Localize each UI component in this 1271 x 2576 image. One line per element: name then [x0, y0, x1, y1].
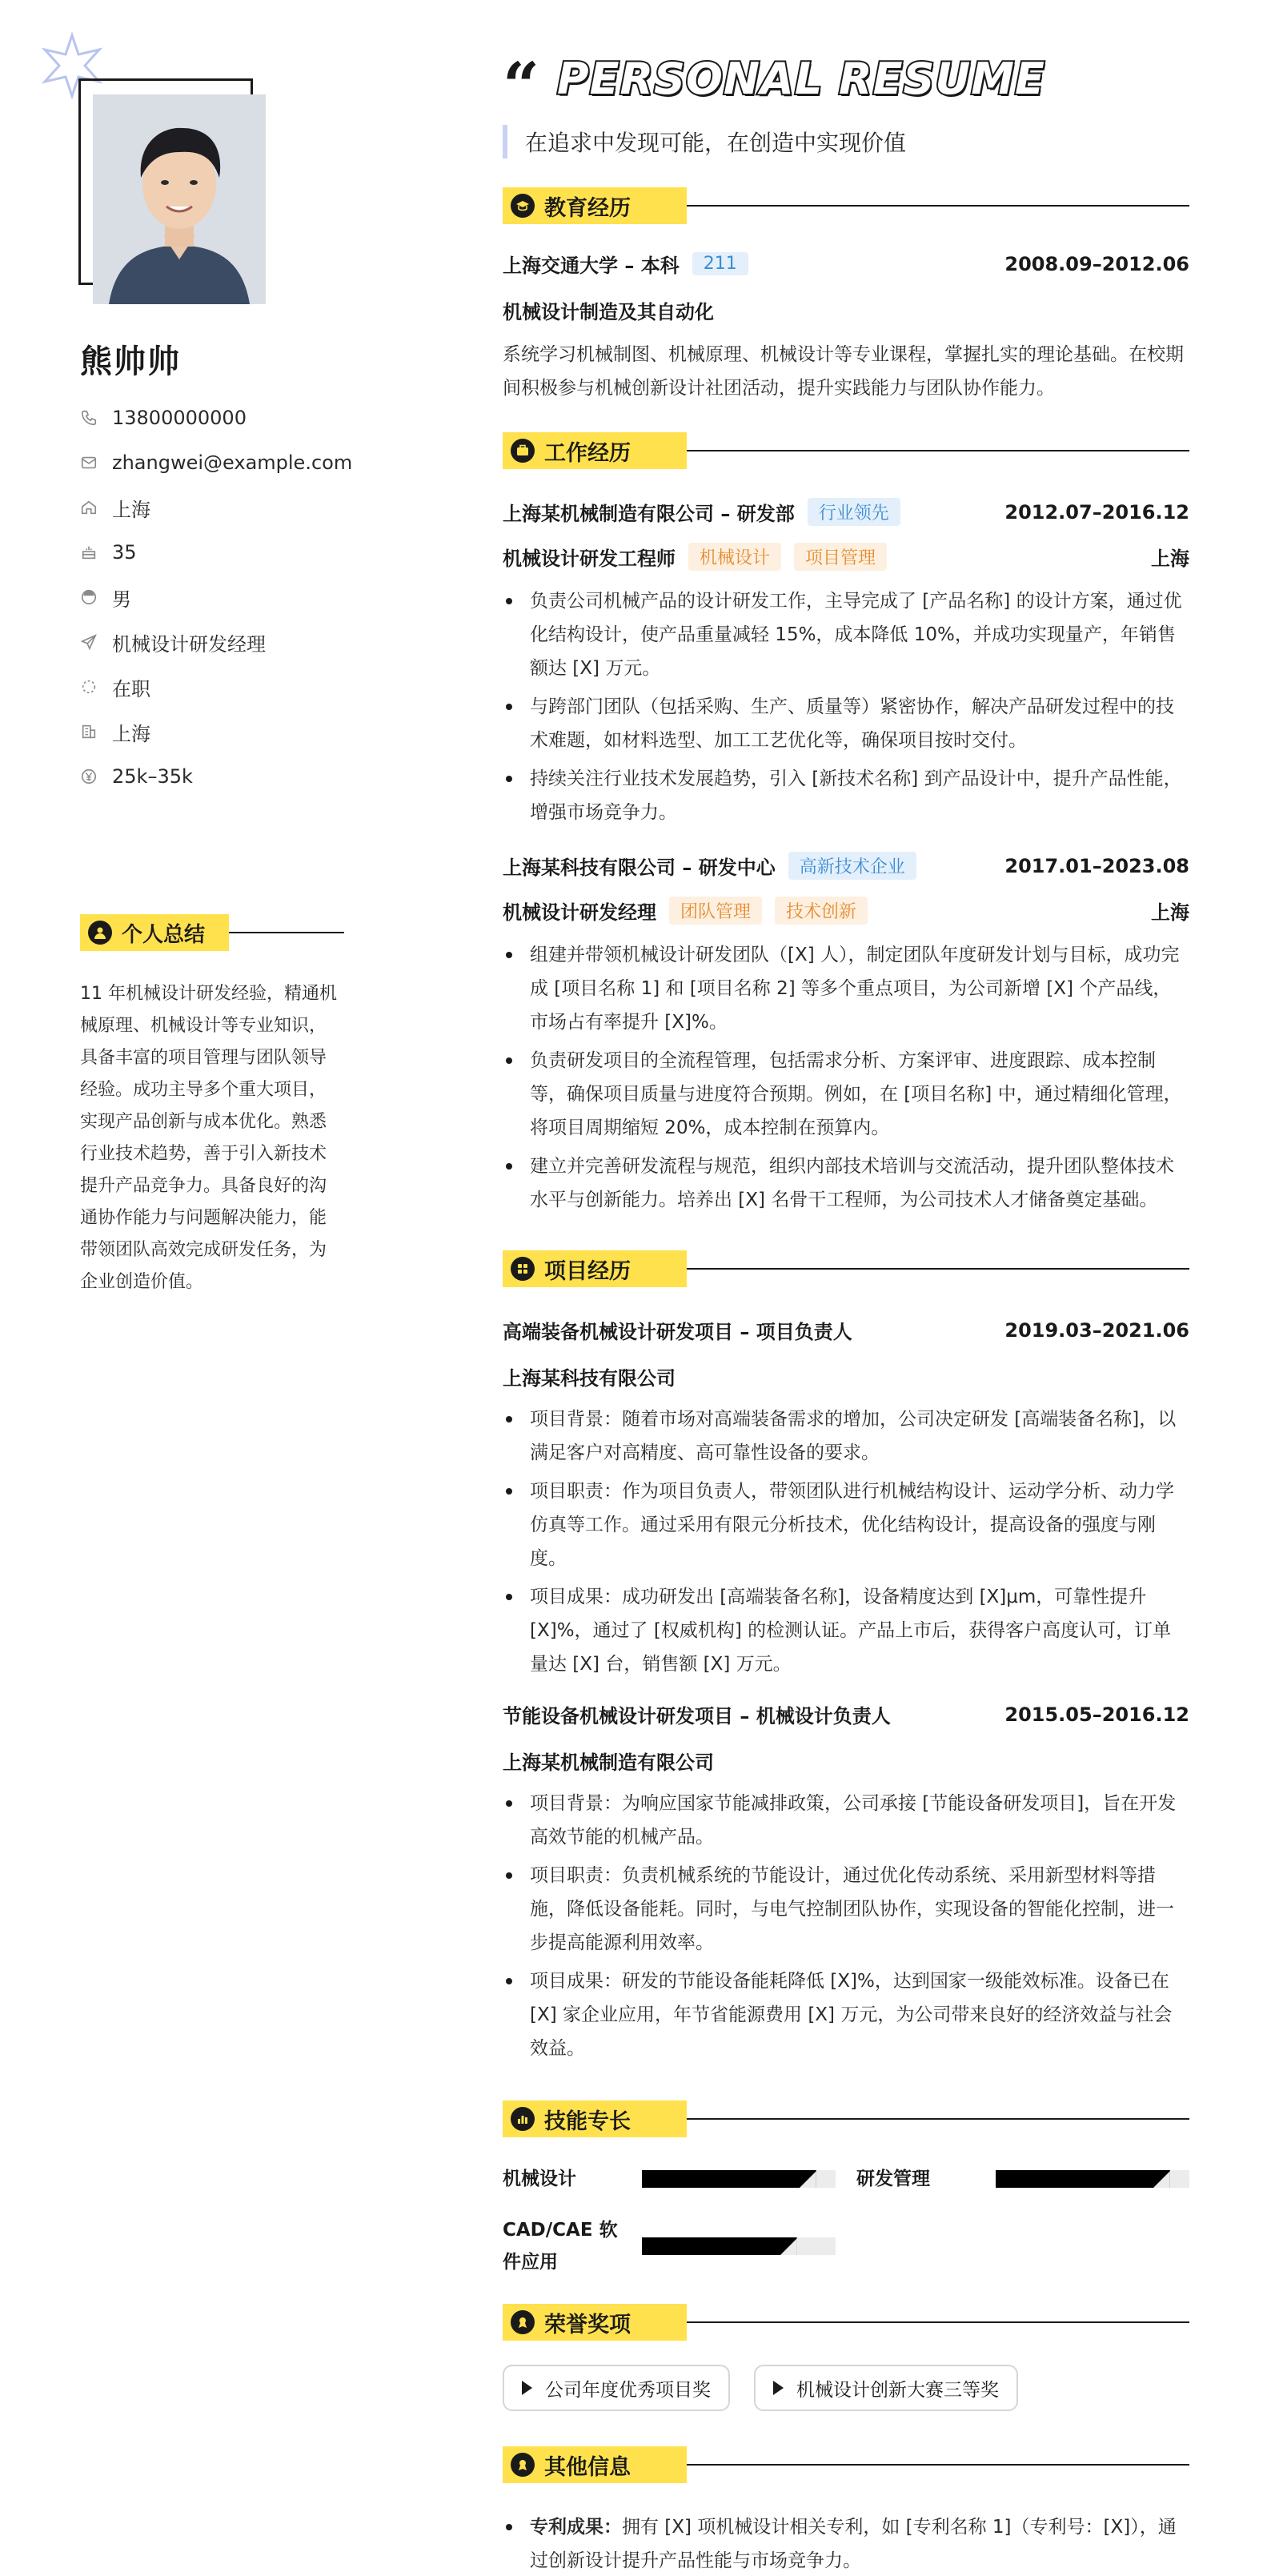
info-email — [80, 440, 352, 485]
job-1-city: 上海 — [1151, 548, 1189, 570]
job-2-tag: 团队管理 — [669, 897, 762, 925]
play-triangle-icon — [522, 2381, 532, 2395]
job-2-position: 机械设计研发经理 — [503, 901, 656, 924]
list-item: 负责公司机械产品的设计研发工作，主导完成了 [产品名称] 的设计方案，通过优化结构设计，使产品重量减轻 15%，成本降低 10%，并成功实现量产，年销售额达 [X] 万元。 — [503, 584, 1189, 685]
school-name: 上海交通大学 – 本科 — [503, 255, 680, 277]
briefcase-icon — [511, 439, 535, 463]
job-1-header — [503, 498, 1189, 526]
education-date: 2008.09–2012.06 — [1004, 252, 1189, 275]
info-gender — [80, 575, 352, 620]
education-pill — [503, 187, 687, 224]
home-icon — [80, 499, 98, 516]
skill-item — [503, 2163, 839, 2195]
skills-section-header — [503, 2101, 1189, 2137]
user-circle-icon — [88, 921, 112, 945]
project-title: 项目经历 — [544, 1258, 631, 1284]
divider-line — [687, 2321, 1189, 2323]
list-item: 项目成果：研发的节能设备能耗降低 [X]%，达到国家一级能效标准。设备已在 [X] 家企业应用，年节省能源费用 [X] 万元，为公司带来良好的经济效益与社会效益。 — [503, 1964, 1189, 2065]
other-text: 拥有 [X] 项机械设计相关专利，如 [专利名称 1]（专利号：[X]），通过创新设计提升产品性能与市场竞争力。 — [530, 2517, 1177, 2571]
job-2-tag: 技术创新 — [775, 897, 868, 925]
award-text: 公司年度优秀项目奖 — [545, 2379, 711, 2401]
age-text: 35 — [112, 541, 137, 564]
sidebar — [0, 0, 376, 2576]
job-2-company-tag: 高新技术企业 — [788, 852, 916, 880]
project-section-header — [503, 1250, 1189, 1287]
other-section-header — [503, 2446, 1189, 2483]
education-desc: 系统学习机械制图、机械原理、机械设计等专业课程，掌握扎实的理论基础。在校期间积极参与机械创新设计社团活动，提升实践能力与团队协作能力。 — [503, 344, 1184, 399]
skill-bar — [996, 2170, 1189, 2188]
salary-text: 25k–35k — [112, 765, 193, 788]
awards-section-header — [503, 2304, 1189, 2341]
skill-fill — [642, 2170, 816, 2188]
info-phone — [80, 395, 352, 440]
list-item: 与跨部门团队（包括采购、生产、质量等）紧密协作，解决产品研发过程中的技术难题，如材料选型、加工工艺优化等，确保项目按时交付。 — [503, 690, 1189, 757]
other-pill — [503, 2446, 687, 2483]
chart-icon — [511, 2107, 535, 2131]
job-2-company: 上海某科技有限公司 – 研发中心 — [503, 857, 776, 879]
email-text: zhangwei@example.com — [112, 451, 353, 474]
skill-name: 研发管理 — [856, 2169, 930, 2189]
skill-name: 机械设计 — [503, 2169, 576, 2189]
list-item: 项目背景：为响应国家节能减排政策，公司承接 [节能设备研发项目]，旨在开发高效节能的机械产品。 — [503, 1787, 1189, 1854]
project-1-date: 2019.03–2021.06 — [1004, 1318, 1189, 1342]
awards-pill — [503, 2304, 687, 2341]
divider-line — [687, 2118, 1189, 2120]
resume-title: PERSONAL RESUME — [557, 53, 1045, 104]
skill-name: CAD/CAE 软件应用 — [503, 2220, 618, 2273]
project-2-date: 2015.05–2016.12 — [1004, 1703, 1189, 1726]
work-section-header — [503, 432, 1189, 469]
list-item: 组建并带领机械设计研发团队（[X] 人），制定团队年度研发计划与目标，成功完成 [项目名称 1] 和 [项目名称 2] 等多个重点项目，为公司新增 [X] 个产品线，市场占有率提升 [X]%。 — [503, 938, 1189, 1039]
graduation-cap-icon — [511, 194, 535, 218]
awards-title: 荣誉奖项 — [544, 2312, 631, 2337]
divider-line — [687, 450, 1189, 451]
candidate-name: 熊帅帅 — [80, 343, 181, 380]
job-2-city: 上海 — [1151, 901, 1189, 924]
summary-title: 个人总结 — [122, 922, 206, 947]
summary-text: 11 年机械设计研发经验，精通机械原理、机械设计等专业知识，具备丰富的项目管理与团队领导经验。成功主导多个重大项目，实现产品创新与成本优化。熟悉行业技术趋势，善于引入新技术提升产品竞争力。具备良好的沟通协作能力与问题解决能力，能带领团队高效完成研发任务，为企业创造价值。 — [80, 984, 337, 1292]
job-1-bullets — [503, 584, 1189, 834]
education-section-header — [503, 187, 1189, 224]
job-2-position-row — [503, 897, 1189, 925]
gender-text: 男 — [112, 588, 131, 611]
project-1-header — [503, 1316, 1189, 1344]
slogan: 在追求中发现可能，在创造中实现价值 — [503, 125, 906, 158]
phone-icon — [80, 409, 98, 427]
yuan-coin-icon — [80, 768, 98, 785]
job-1-position: 机械设计研发工程师 — [503, 548, 676, 570]
job-2-date: 2017.01–2023.08 — [1004, 854, 1189, 877]
person-icon — [80, 588, 98, 606]
project-2-header — [503, 1700, 1189, 1728]
award-badge — [754, 2365, 1018, 2411]
work-title: 工作经历 — [544, 440, 631, 466]
skill-item — [503, 2214, 839, 2278]
divider-line — [229, 932, 344, 933]
divider-line — [687, 2464, 1189, 2466]
job-2-header — [503, 852, 1189, 880]
info-salary — [80, 754, 352, 799]
grid-icon — [511, 1257, 535, 1281]
divider-line — [687, 1268, 1189, 1270]
list-item — [503, 2510, 1189, 2576]
other-label: 专利成果： — [530, 2517, 622, 2538]
list-item: 持续关注行业技术发展趋势，引入 [新技术名称] 到产品设计中，提升产品性能，增强市场竞争力。 — [503, 762, 1189, 829]
project-1-bullets — [503, 1402, 1189, 1686]
award-icon — [511, 2453, 535, 2477]
project-pill — [503, 1250, 687, 1287]
project-1-company: 上海某科技有限公司 — [503, 1367, 676, 1390]
project-2-name: 节能设备机械设计研发项目 – 机械设计负责人 — [503, 1705, 891, 1727]
list-item: 建立并完善研发流程与规范，组织内部技术培训与交流活动，提升团队整体技术水平与创新能力。培养出 [X] 名骨干工程师，为公司技术人才储备奠定基础。 — [503, 1150, 1189, 1217]
info-status — [80, 664, 352, 709]
quote-mark: “ — [503, 48, 540, 123]
target-city-text: 上海 — [112, 722, 150, 745]
status-text: 在职 — [112, 677, 150, 700]
work-pill — [503, 432, 687, 469]
skill-bar — [642, 2170, 836, 2188]
skill-fill — [996, 2170, 1170, 2188]
job-1-company-tag: 行业领先 — [808, 498, 900, 526]
info-age — [80, 530, 352, 575]
project-2-company: 上海某机械制造有限公司 — [503, 1751, 714, 1774]
list-item: 项目背景：随着市场对高端装备需求的增加，公司决定研发 [高端装备名称]，以满足客户对高精度、高可靠性设备的要求。 — [503, 1402, 1189, 1470]
list-item: 负责研发项目的全流程管理，包括需求分析、方案评审、进度跟踪、成本控制等，确保项目质量与进度符合预期。例如，在 [项目名称] 中，通过精细化管理，将项目周期缩短 20%，成本控制在预算内。 — [503, 1044, 1189, 1145]
paper-plane-icon — [80, 633, 98, 651]
target-job-text: 机械设计研发经理 — [112, 632, 266, 656]
skills-title: 技能专长 — [544, 2109, 631, 2134]
award-text: 机械设计创新大赛三等奖 — [796, 2379, 999, 2401]
other-list — [503, 2510, 1189, 2576]
info-target-city — [80, 709, 352, 754]
education-title: 教育经历 — [544, 195, 631, 221]
resume-title-block — [503, 46, 1045, 123]
other-title: 其他信息 — [544, 2454, 631, 2480]
skill-bar — [642, 2237, 836, 2255]
award-icon — [511, 2310, 535, 2334]
play-triangle-icon — [773, 2381, 784, 2395]
school-tag: 211 — [692, 252, 748, 275]
list-item: 项目职责：负责机械系统的节能设计，通过优化传动系统、采用新型材料等措施，降低设备能耗。同时，与电气控制团队协作，实现设备的智能化控制，进一步提高能源利用效率。 — [503, 1859, 1189, 1960]
list-item: 项目成果：成功研发出 [高端装备名称]，设备精度达到 [X]μm，可靠性提升 [X]%，通过了 [权威机构] 的检测认证。产品上市后，获得客户高度认可，订单量达 [X] 台，销售额 [X] 万元。 — [503, 1580, 1189, 1681]
summary-section-header — [80, 914, 344, 951]
job-1-tag: 机械设计 — [688, 543, 781, 571]
job-1-company: 上海某机械制造有限公司 – 研发部 — [503, 503, 795, 525]
info-location — [80, 485, 352, 530]
project-2-bullets — [503, 1787, 1189, 2070]
location-text: 上海 — [112, 498, 150, 521]
phone-text: 13800000000 — [112, 407, 247, 429]
skill-item — [856, 2163, 1189, 2195]
cake-icon — [80, 544, 98, 561]
job-1-position-row — [503, 543, 1189, 571]
education-row — [503, 250, 1189, 278]
education-major: 机械设计制造及其自动化 — [503, 301, 714, 323]
job-2-bullets — [503, 938, 1189, 1222]
job-1-tag: 项目管理 — [794, 543, 887, 571]
job-1-date: 2012.07–2016.12 — [1004, 500, 1189, 524]
project-1-name: 高端装备机械设计研发项目 – 项目负责人 — [503, 1321, 852, 1343]
avatar — [93, 94, 266, 304]
loading-icon — [80, 678, 98, 696]
award-badge — [503, 2365, 730, 2411]
divider-line — [687, 205, 1189, 207]
skill-fill — [642, 2237, 797, 2255]
skills-pill — [503, 2101, 687, 2137]
list-item: 项目职责：作为项目负责人，带领团队进行机械结构设计、运动学分析、动力学仿真等工作。通过采用有限元分析技术，优化结构设计，提高设备的强度与刚度。 — [503, 1475, 1189, 1575]
contact-info-list — [80, 395, 352, 799]
mail-icon — [80, 454, 98, 471]
building-icon — [80, 723, 98, 740]
summary-pill — [80, 914, 229, 951]
info-target-job — [80, 620, 352, 664]
